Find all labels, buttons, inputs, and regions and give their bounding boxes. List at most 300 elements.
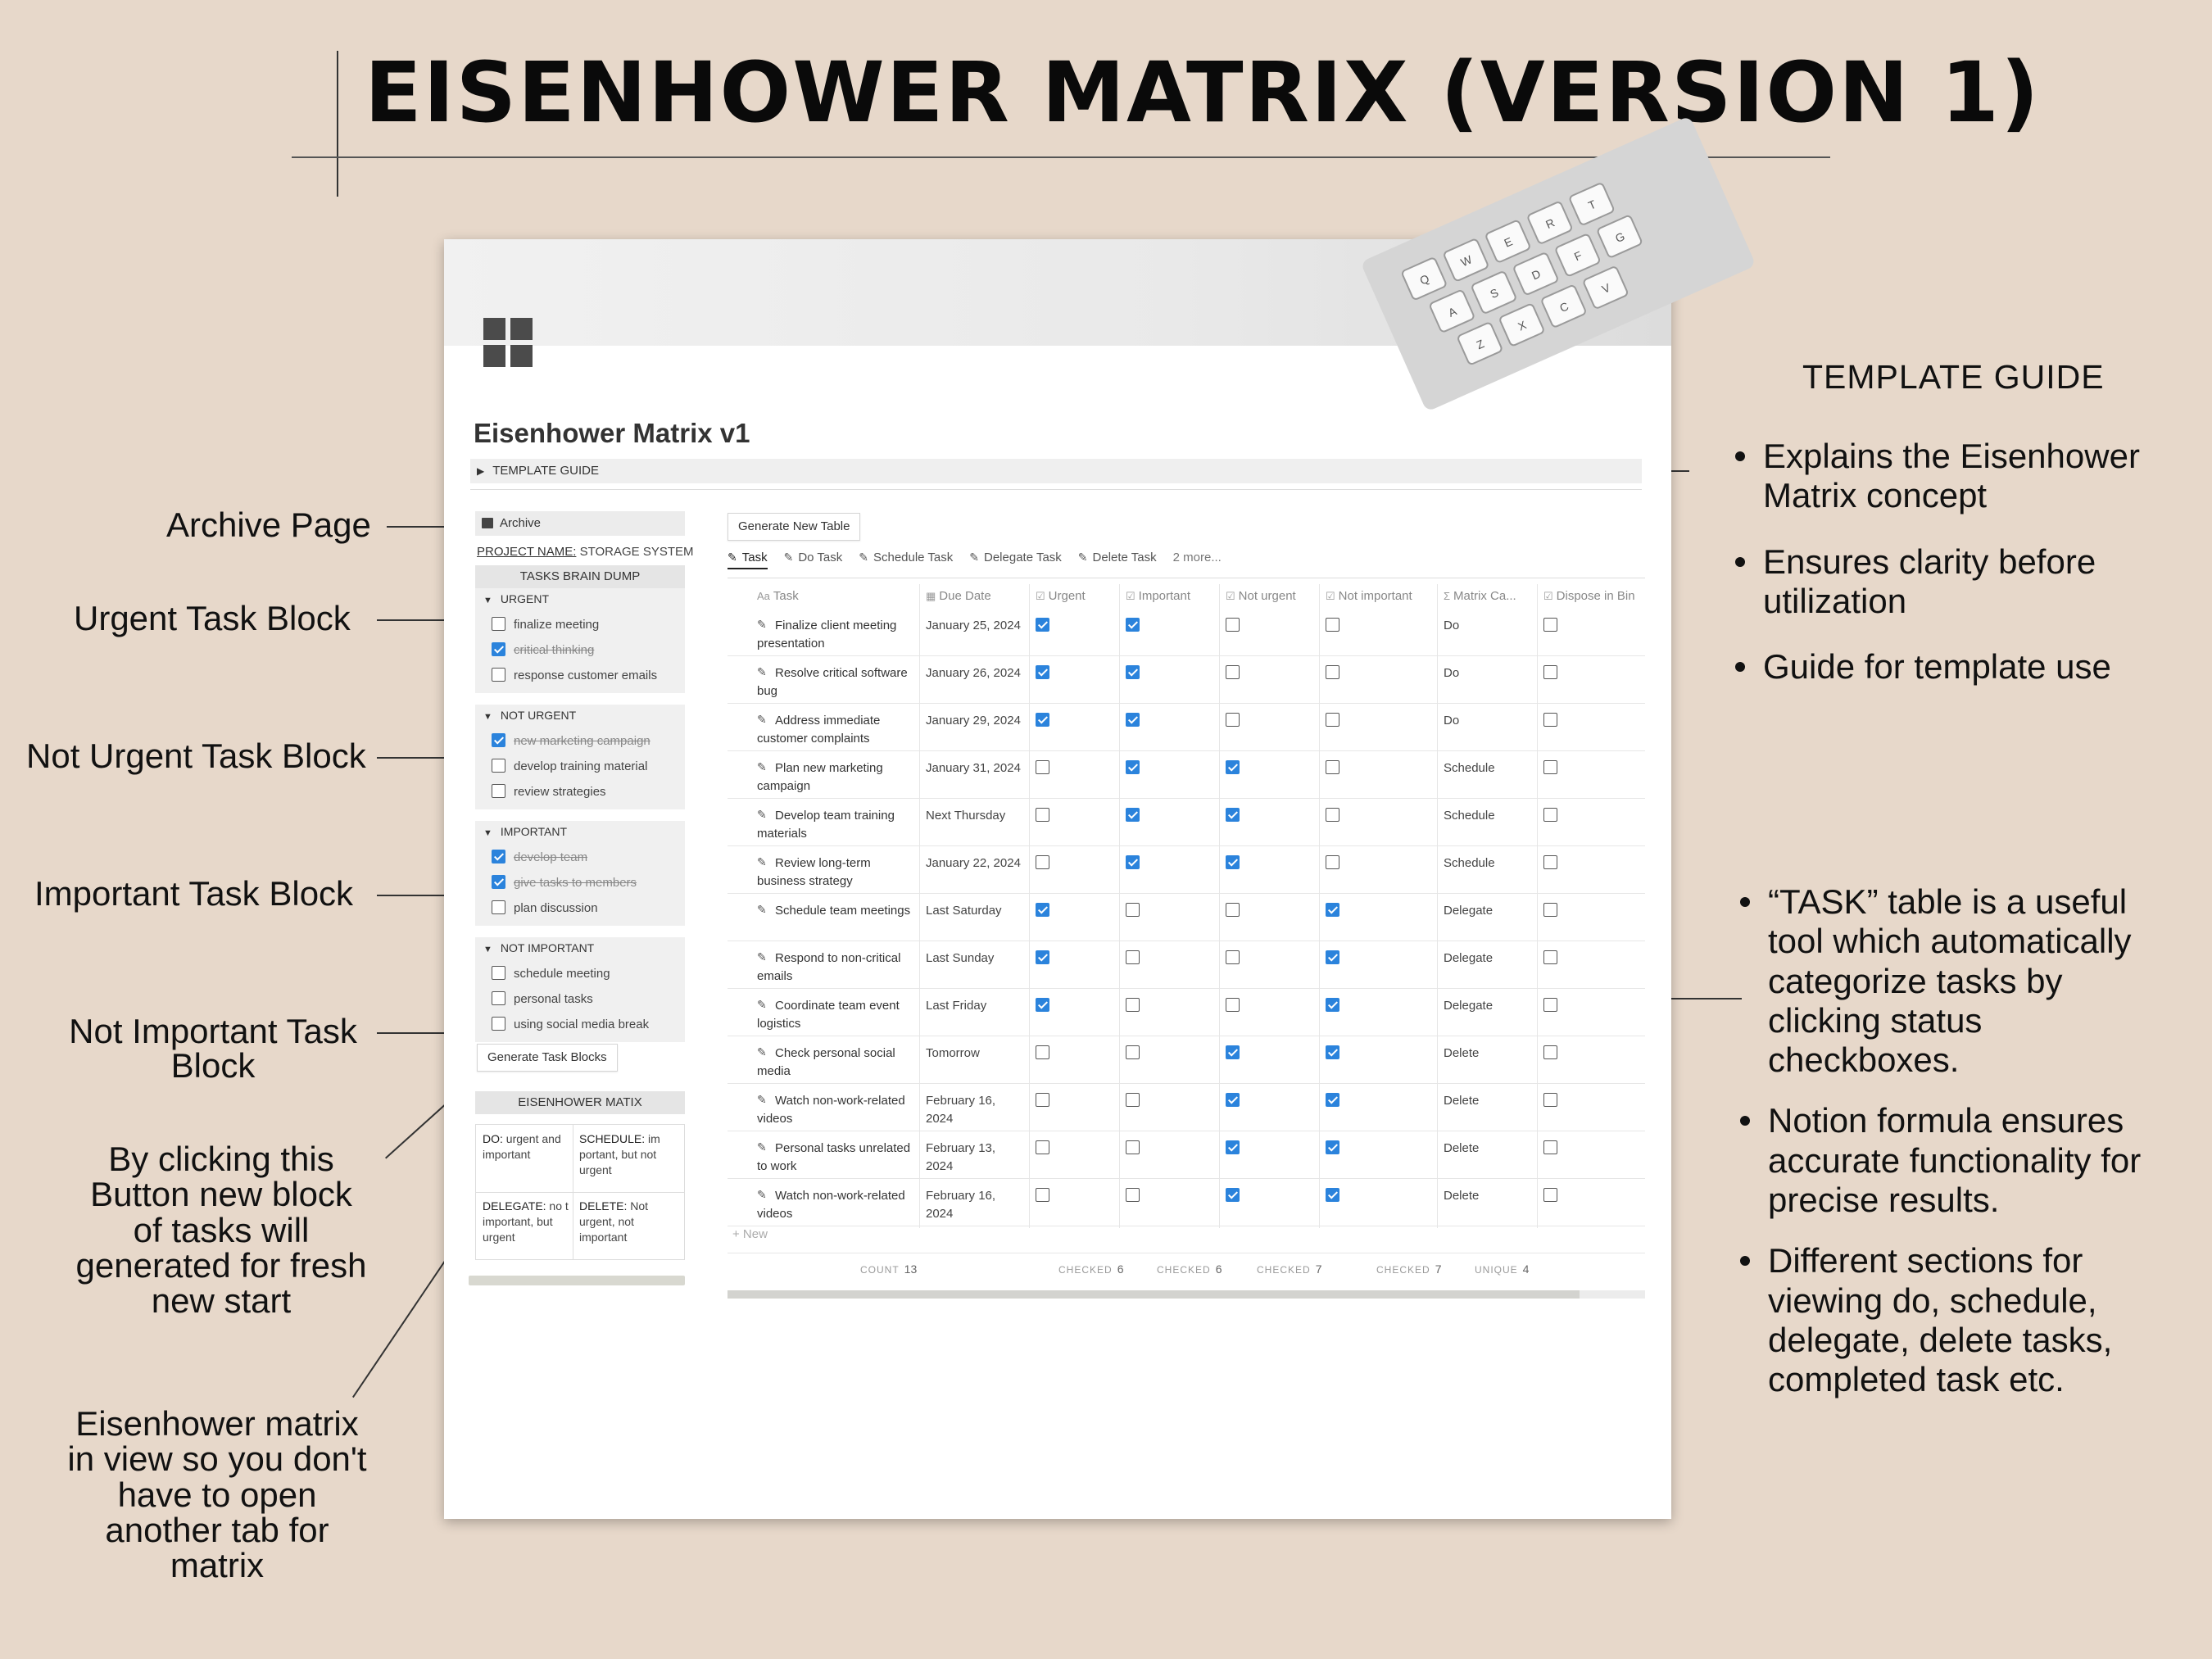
not-important-cell	[1319, 704, 1437, 751]
dispose-checkbox[interactable]	[1543, 1093, 1557, 1107]
tab-do-task[interactable]: ✎ Do Task	[783, 551, 843, 564]
dispose-checkbox[interactable]	[1543, 855, 1557, 869]
not-important-cell	[1319, 894, 1437, 941]
column-header[interactable]: Σ Matrix Ca...	[1444, 589, 1516, 603]
important-checkbox[interactable]	[1126, 950, 1140, 964]
dispose-checkbox[interactable]	[1543, 808, 1557, 822]
pencil-icon: ✎	[757, 760, 767, 773]
important-cell	[1119, 751, 1219, 799]
guide-bullet: Explains the Eisenhower Matrix concept	[1729, 437, 2204, 516]
dispose-checkbox[interactable]	[1543, 1188, 1557, 1202]
urgent-cell	[1029, 704, 1119, 751]
dispose-cell	[1537, 799, 1645, 846]
dispose-cell	[1537, 989, 1645, 1036]
due-date-cell[interactable]: February 16, 2024	[926, 1094, 996, 1126]
not-urgent-checkbox[interactable]	[1226, 1188, 1240, 1202]
calculation-checked[interactable]: CHECKED 6	[1157, 1262, 1222, 1276]
dispose-cell	[1537, 846, 1645, 894]
annotation-line: another tab for	[105, 1510, 329, 1549]
toggle-triangle-icon: ▼	[483, 712, 492, 722]
todo-checkbox[interactable]	[492, 759, 505, 773]
todo-checkbox[interactable]	[492, 875, 505, 889]
urgent-cell	[1029, 1131, 1119, 1179]
task-cell[interactable]: ✎ Check personal social media	[757, 1045, 895, 1078]
keyboard-image: Q W E R T A S D F G Z X C V	[1360, 116, 1756, 412]
important-checkbox[interactable]	[1126, 998, 1140, 1012]
todo-item: new marketing campaign	[492, 732, 650, 750]
matrix-category-cell: Schedule	[1444, 761, 1495, 775]
annotation-not-urgent: Not Urgent Task Block	[26, 737, 366, 775]
pencil-icon: ✎	[757, 618, 767, 631]
column-header[interactable]: ☑ Not urgent	[1226, 589, 1296, 603]
column-header[interactable]: ☑ Urgent	[1036, 589, 1086, 603]
todo-checkbox[interactable]	[492, 733, 505, 747]
column-gridline	[1437, 584, 1438, 1228]
not-urgent-cell	[1219, 751, 1319, 799]
block-title[interactable]: ▼ NOT IMPORTANT	[483, 941, 595, 954]
pencil-icon: ✎	[969, 551, 979, 564]
not-urgent-cell	[1219, 941, 1319, 989]
task-cell[interactable]: ✎ Address immediate customer complaints	[757, 713, 881, 746]
table-row	[728, 846, 1645, 894]
task-cell[interactable]: ✎ Coordinate team event logistics	[757, 998, 900, 1031]
annotation-line: matrix	[170, 1546, 265, 1584]
not-important-checkbox[interactable]	[1326, 1045, 1339, 1059]
guide-bullet: Ensures clarity before utilization	[1729, 542, 2204, 622]
column-type-icon: ▦	[926, 590, 936, 602]
due-date-cell[interactable]: February 13, 2024	[926, 1141, 996, 1173]
tab-delegate-task[interactable]: ✎ Delegate Task	[969, 551, 1062, 564]
matrix-category-cell: Delete	[1444, 1046, 1480, 1060]
urgent-checkbox[interactable]	[1036, 760, 1049, 774]
column-type-icon: ☑	[1226, 590, 1235, 602]
task-block-not-urgent	[475, 705, 685, 809]
calculation-count[interactable]: COUNT 13	[860, 1262, 918, 1276]
dispose-checkbox[interactable]	[1543, 618, 1557, 632]
column-gridline	[1319, 584, 1320, 1228]
not-important-checkbox[interactable]	[1326, 950, 1339, 964]
urgent-cell	[1029, 799, 1119, 846]
pencil-icon: ✎	[783, 551, 794, 564]
not-important-cell	[1319, 609, 1437, 656]
not-important-cell	[1319, 656, 1437, 704]
column-header[interactable]: ☑ Dispose in Bin	[1543, 589, 1635, 603]
tab-schedule-task[interactable]: ✎ Schedule Task	[859, 551, 954, 564]
due-date-cell[interactable]: January 26, 2024	[926, 666, 1021, 680]
annotation-urgent: Urgent Task Block	[74, 599, 351, 637]
urgent-cell	[1029, 751, 1119, 799]
urgent-cell	[1029, 941, 1119, 989]
important-cell	[1119, 799, 1219, 846]
column-header[interactable]: ☑ Not important	[1326, 589, 1412, 603]
urgent-checkbox[interactable]	[1036, 808, 1049, 822]
urgent-checkbox[interactable]	[1036, 1140, 1049, 1154]
task-cell[interactable]: ✎ Resolve critical software bug	[757, 665, 908, 698]
guide-bullet: Guide for template use	[1729, 647, 2204, 687]
table-row	[728, 799, 1645, 846]
important-cell	[1119, 656, 1219, 704]
not-urgent-checkbox[interactable]	[1226, 855, 1240, 869]
important-cell	[1119, 846, 1219, 894]
tab-delete-task[interactable]: ✎ Delete Task	[1077, 551, 1157, 564]
due-date-cell[interactable]: February 16, 2024	[926, 1189, 996, 1221]
archive-link[interactable]: Archive	[475, 511, 685, 536]
due-date-cell[interactable]: January 25, 2024	[926, 619, 1021, 632]
important-checkbox[interactable]	[1126, 903, 1140, 917]
calculation-unique[interactable]: UNIQUE 4	[1475, 1262, 1530, 1276]
not-important-checkbox[interactable]	[1326, 808, 1339, 822]
task-cell[interactable]: ✎ Finalize client meeting presentation	[757, 618, 897, 650]
dispose-cell	[1537, 656, 1645, 704]
task-cell[interactable]: ✎ Personal tasks unrelated to work	[757, 1140, 911, 1173]
column-gridline	[919, 584, 920, 1228]
urgent-cell	[1029, 1036, 1119, 1084]
not-urgent-checkbox[interactable]	[1226, 1045, 1240, 1059]
column-header[interactable]: ☑ Important	[1126, 589, 1191, 603]
pencil-icon: ✎	[757, 1140, 767, 1154]
task-cell[interactable]: ✎ Review long-term business strategy	[757, 855, 871, 888]
matrix-category-cell: Delegate	[1444, 951, 1494, 965]
toggle-triangle-icon: ▶	[477, 465, 485, 477]
dispose-checkbox[interactable]	[1543, 1140, 1557, 1154]
not-important-cell	[1319, 941, 1437, 989]
urgent-checkbox[interactable]	[1036, 1188, 1049, 1202]
not-urgent-checkbox[interactable]	[1226, 903, 1240, 917]
dispose-checkbox[interactable]	[1543, 903, 1557, 917]
not-urgent-checkbox[interactable]	[1226, 808, 1240, 822]
not-important-cell	[1319, 751, 1437, 799]
not-urgent-cell	[1219, 656, 1319, 704]
important-checkbox[interactable]	[1126, 760, 1140, 774]
due-date-cell[interactable]: Last Sunday	[926, 951, 995, 965]
important-checkbox[interactable]	[1126, 665, 1140, 679]
table-row	[728, 751, 1645, 799]
not-urgent-cell	[1219, 989, 1319, 1036]
matrix-category-cell: Do	[1444, 666, 1460, 680]
todo-checkbox[interactable]	[492, 966, 505, 980]
not-important-checkbox[interactable]	[1326, 665, 1339, 679]
todo-item: develop training material	[492, 758, 647, 776]
guide-bullet: Notion formula ensures accurate functionality for precise results.	[1734, 1101, 2209, 1220]
important-cell	[1119, 1084, 1219, 1131]
not-urgent-checkbox[interactable]	[1226, 713, 1240, 727]
eisenhower-matrix-header: EISENHOWER MATIX	[475, 1091, 685, 1114]
important-checkbox[interactable]	[1126, 1188, 1140, 1202]
divider	[470, 489, 1642, 490]
important-cell	[1119, 989, 1219, 1036]
dispose-checkbox[interactable]	[1543, 760, 1557, 774]
table-horizontal-scrollbar[interactable]	[728, 1290, 1645, 1299]
column-gridline	[1219, 584, 1220, 1228]
due-date-cell[interactable]: Last Saturday	[926, 904, 1002, 918]
not-urgent-cell	[1219, 1131, 1319, 1179]
urgent-checkbox[interactable]	[1036, 998, 1049, 1012]
matrix-category-cell: Schedule	[1444, 856, 1495, 870]
generate-task-blocks-button[interactable]: Generate Task Blocks	[477, 1044, 618, 1072]
todo-checkbox[interactable]	[492, 642, 505, 656]
important-checkbox[interactable]	[1126, 713, 1140, 727]
dispose-checkbox[interactable]	[1543, 1045, 1557, 1059]
sidebar-scrollbar[interactable]	[469, 1276, 685, 1285]
table-row	[728, 609, 1645, 656]
todo-item: response customer emails	[492, 667, 657, 685]
dispose-checkbox[interactable]	[1543, 998, 1557, 1012]
column-gridline	[1537, 584, 1538, 1228]
not-important-cell	[1319, 989, 1437, 1036]
not-important-cell	[1319, 799, 1437, 846]
not-urgent-checkbox[interactable]	[1226, 618, 1240, 632]
page-title: EISENHOWER MATRIX (VERSION 1)	[365, 44, 2041, 142]
urgent-cell	[1029, 609, 1119, 656]
todo-checkbox[interactable]	[492, 850, 505, 863]
guide-bullets-top	[1729, 437, 2204, 713]
project-name: PROJECT NAME: STORAGE SYSTEM	[477, 545, 694, 559]
not-urgent-cell	[1219, 799, 1319, 846]
urgent-checkbox[interactable]	[1036, 665, 1049, 679]
column-type-icon: Aa	[757, 590, 770, 602]
dispose-checkbox[interactable]	[1543, 713, 1557, 727]
pencil-icon: ✎	[757, 665, 767, 678]
not-urgent-cell	[1219, 1036, 1319, 1084]
todo-checkbox[interactable]	[492, 991, 505, 1005]
notion-page-title: Eisenhower Matrix v1	[474, 418, 750, 448]
matrix-delete-cell: DELETE: Not urgent, not important	[579, 1199, 649, 1244]
due-date-cell[interactable]: January 31, 2024	[926, 761, 1021, 775]
calculation-checked[interactable]: CHECKED 7	[1376, 1262, 1442, 1276]
todo-item: critical thinking	[492, 641, 594, 660]
not-important-cell	[1319, 1131, 1437, 1179]
view-tabs	[728, 551, 1222, 572]
dispose-cell	[1537, 1179, 1645, 1226]
pencil-icon: ✎	[757, 998, 767, 1011]
not-important-cell	[1319, 1084, 1437, 1131]
annotation-matrix	[49, 1406, 385, 1583]
column-type-icon: ☑	[1543, 590, 1553, 602]
annotation-line: new start	[151, 1281, 292, 1320]
column-type-icon: ☑	[1126, 590, 1135, 602]
generate-new-table-button[interactable]: Generate New Table	[728, 513, 860, 541]
important-cell	[1119, 704, 1219, 751]
urgent-checkbox[interactable]	[1036, 855, 1049, 869]
due-date-cell[interactable]: January 29, 2024	[926, 714, 1021, 728]
matrix-category-cell: Do	[1444, 619, 1460, 632]
not-urgent-checkbox[interactable]	[1226, 998, 1240, 1012]
pencil-icon: ✎	[859, 551, 868, 564]
table-row	[728, 1131, 1645, 1179]
urgent-checkbox[interactable]	[1036, 713, 1049, 727]
todo-item: give tasks to members	[492, 874, 637, 892]
due-date-cell[interactable]: January 22, 2024	[926, 856, 1021, 870]
urgent-cell	[1029, 989, 1119, 1036]
important-checkbox[interactable]	[1126, 808, 1140, 822]
important-checkbox[interactable]	[1126, 855, 1140, 869]
todo-checkbox[interactable]	[492, 617, 505, 631]
dispose-cell	[1537, 894, 1645, 941]
table-row	[728, 941, 1645, 989]
important-checkbox[interactable]	[1126, 1140, 1140, 1154]
grid-page-icon	[483, 318, 533, 367]
urgent-cell	[1029, 656, 1119, 704]
table-row	[728, 1036, 1645, 1084]
table-row	[728, 656, 1645, 704]
important-cell	[1119, 1131, 1219, 1179]
calculation-checked[interactable]: CHECKED 7	[1257, 1262, 1322, 1276]
not-important-checkbox[interactable]	[1326, 1093, 1339, 1107]
calculation-checked[interactable]: CHECKED 6	[1058, 1262, 1124, 1276]
page-cover	[444, 197, 1671, 352]
dispose-cell	[1537, 1131, 1645, 1179]
guide-bullets-bottom	[1734, 882, 2209, 1421]
not-urgent-checkbox[interactable]	[1226, 950, 1240, 964]
urgent-checkbox[interactable]	[1036, 618, 1049, 632]
annotation-generate-button	[49, 1141, 393, 1318]
urgent-checkbox[interactable]	[1036, 1045, 1049, 1059]
important-cell	[1119, 1179, 1219, 1226]
task-cell[interactable]: ✎ Watch non-work-related videos	[757, 1093, 905, 1126]
not-important-checkbox[interactable]	[1326, 760, 1339, 774]
dispose-cell	[1537, 1084, 1645, 1131]
annotation-line: have to open	[117, 1475, 317, 1514]
not-urgent-checkbox[interactable]	[1226, 1093, 1240, 1107]
pencil-icon: ✎	[757, 1188, 767, 1201]
not-urgent-cell	[1219, 894, 1319, 941]
pencil-icon: ✎	[757, 950, 767, 963]
todo-checkbox[interactable]	[492, 1017, 505, 1031]
important-cell	[1119, 1036, 1219, 1084]
not-important-checkbox[interactable]	[1326, 903, 1339, 917]
todo-checkbox[interactable]	[492, 900, 505, 914]
task-cell[interactable]: ✎ Respond to non-critical emails	[757, 950, 901, 983]
column-type-icon: ☑	[1326, 590, 1335, 602]
column-header[interactable]: Aa Task	[757, 589, 799, 603]
important-checkbox[interactable]	[1126, 618, 1140, 632]
not-urgent-checkbox[interactable]	[1226, 1140, 1240, 1154]
task-cell[interactable]: ✎ Develop team training materials	[757, 808, 895, 841]
urgent-cell	[1029, 1084, 1119, 1131]
block-title[interactable]: ▼ NOT URGENT	[483, 709, 577, 722]
pencil-icon: ✎	[757, 1093, 767, 1106]
urgent-checkbox[interactable]	[1036, 903, 1049, 917]
matrix-category-cell: Delegate	[1444, 904, 1494, 918]
dispose-cell	[1537, 941, 1645, 989]
not-important-checkbox[interactable]	[1326, 855, 1339, 869]
pencil-icon: ✎	[757, 1045, 767, 1058]
dispose-checkbox[interactable]	[1543, 950, 1557, 964]
todo-checkbox[interactable]	[492, 784, 505, 798]
pencil-icon: ✎	[757, 808, 767, 821]
tabs-more-button[interactable]: 2 more...	[1172, 551, 1222, 564]
annotation-line: of tasks will	[133, 1210, 310, 1249]
new-row-button[interactable]: + New	[732, 1227, 768, 1241]
not-important-checkbox[interactable]	[1326, 998, 1339, 1012]
not-important-cell	[1319, 1036, 1437, 1084]
important-checkbox[interactable]	[1126, 1093, 1140, 1107]
important-cell	[1119, 609, 1219, 656]
matrix-schedule-cell: SCHEDULE: im portant, but not urgent	[579, 1132, 660, 1176]
todo-item: plan discussion	[492, 900, 598, 918]
not-urgent-checkbox[interactable]	[1226, 665, 1240, 679]
todo-item: personal tasks	[492, 990, 593, 1009]
not-important-checkbox[interactable]	[1326, 1140, 1339, 1154]
template-guide-toggle[interactable]: ▶ TEMPLATE GUIDE	[470, 459, 1642, 483]
tab-task[interactable]: ✎ Task	[728, 551, 768, 569]
notion-screenshot	[444, 197, 1671, 1519]
matrix-category-cell: Delete	[1444, 1141, 1480, 1155]
not-urgent-checkbox[interactable]	[1226, 760, 1240, 774]
not-important-cell	[1319, 846, 1437, 894]
matrix-category-cell: Do	[1444, 714, 1460, 728]
matrix-do-cell: DO: urgent and important	[483, 1132, 561, 1161]
not-urgent-cell	[1219, 846, 1319, 894]
matrix-category-cell: Delegate	[1444, 999, 1494, 1013]
dispose-cell	[1537, 609, 1645, 656]
not-urgent-cell	[1219, 609, 1319, 656]
table-row	[728, 989, 1645, 1036]
tasks-brain-dump-header: TASKS BRAIN DUMP	[475, 565, 685, 588]
column-header[interactable]: ▦ Due Date	[926, 589, 991, 603]
due-date-cell[interactable]: Tomorrow	[926, 1046, 980, 1060]
dispose-cell	[1537, 751, 1645, 799]
annotation-line: generated for fresh	[75, 1245, 367, 1285]
annotation-important: Important Task Block	[34, 874, 354, 913]
header-divider-vertical	[337, 51, 338, 197]
block-title[interactable]: ▼ IMPORTANT	[483, 825, 568, 838]
column-type-icon: ☑	[1036, 590, 1045, 602]
annotation-line: in view so you don't	[67, 1439, 367, 1479]
dispose-checkbox[interactable]	[1543, 665, 1557, 679]
not-important-checkbox[interactable]	[1326, 713, 1339, 727]
not-important-checkbox[interactable]	[1326, 618, 1339, 632]
task-cell[interactable]: ✎ Schedule team meetings	[757, 903, 911, 918]
toggle-triangle-icon: ▼	[483, 945, 492, 954]
important-checkbox[interactable]	[1126, 1045, 1140, 1059]
toggle-triangle-icon: ▼	[483, 828, 492, 838]
task-cell[interactable]: ✎ Watch non-work-related videos	[757, 1188, 905, 1221]
todo-item: review strategies	[492, 783, 606, 801]
matrix-category-cell: Delete	[1444, 1189, 1480, 1203]
task-block-important	[475, 821, 685, 926]
column-gridline	[1119, 584, 1120, 1228]
task-cell[interactable]: ✎ Plan new marketing campaign	[757, 760, 883, 793]
annotation-line: By clicking this	[108, 1140, 334, 1178]
urgent-cell	[1029, 1179, 1119, 1226]
urgent-checkbox[interactable]	[1036, 1093, 1049, 1107]
todo-item: finalize meeting	[492, 616, 599, 634]
eisenhower-matrix-grid	[475, 1124, 685, 1260]
archive-box-icon	[482, 518, 493, 528]
task-block-urgent	[475, 588, 685, 693]
column-type-icon: Σ	[1444, 590, 1451, 602]
pencil-icon: ✎	[757, 713, 767, 726]
annotation-line: Eisenhower matrix	[75, 1404, 359, 1443]
matrix-category-cell: Schedule	[1444, 809, 1495, 823]
table-row	[728, 1084, 1645, 1131]
block-title[interactable]: ▼ URGENT	[483, 592, 550, 605]
todo-checkbox[interactable]	[492, 668, 505, 682]
not-important-checkbox[interactable]	[1326, 1188, 1339, 1202]
dispose-cell	[1537, 1036, 1645, 1084]
guide-bullet: “TASK” table is a useful tool which automatically categorize tasks by clicking status checkboxes.	[1734, 882, 2209, 1080]
annotation-archive: Archive Page	[166, 505, 371, 544]
due-date-cell[interactable]: Last Friday	[926, 999, 987, 1013]
task-block-not-important	[475, 937, 685, 1042]
todo-item: develop team	[492, 849, 587, 867]
table-row	[728, 1179, 1645, 1226]
urgent-checkbox[interactable]	[1036, 950, 1049, 964]
not-urgent-cell	[1219, 704, 1319, 751]
pencil-icon: ✎	[1077, 551, 1088, 564]
due-date-cell[interactable]: Next Thursday	[926, 809, 1006, 823]
